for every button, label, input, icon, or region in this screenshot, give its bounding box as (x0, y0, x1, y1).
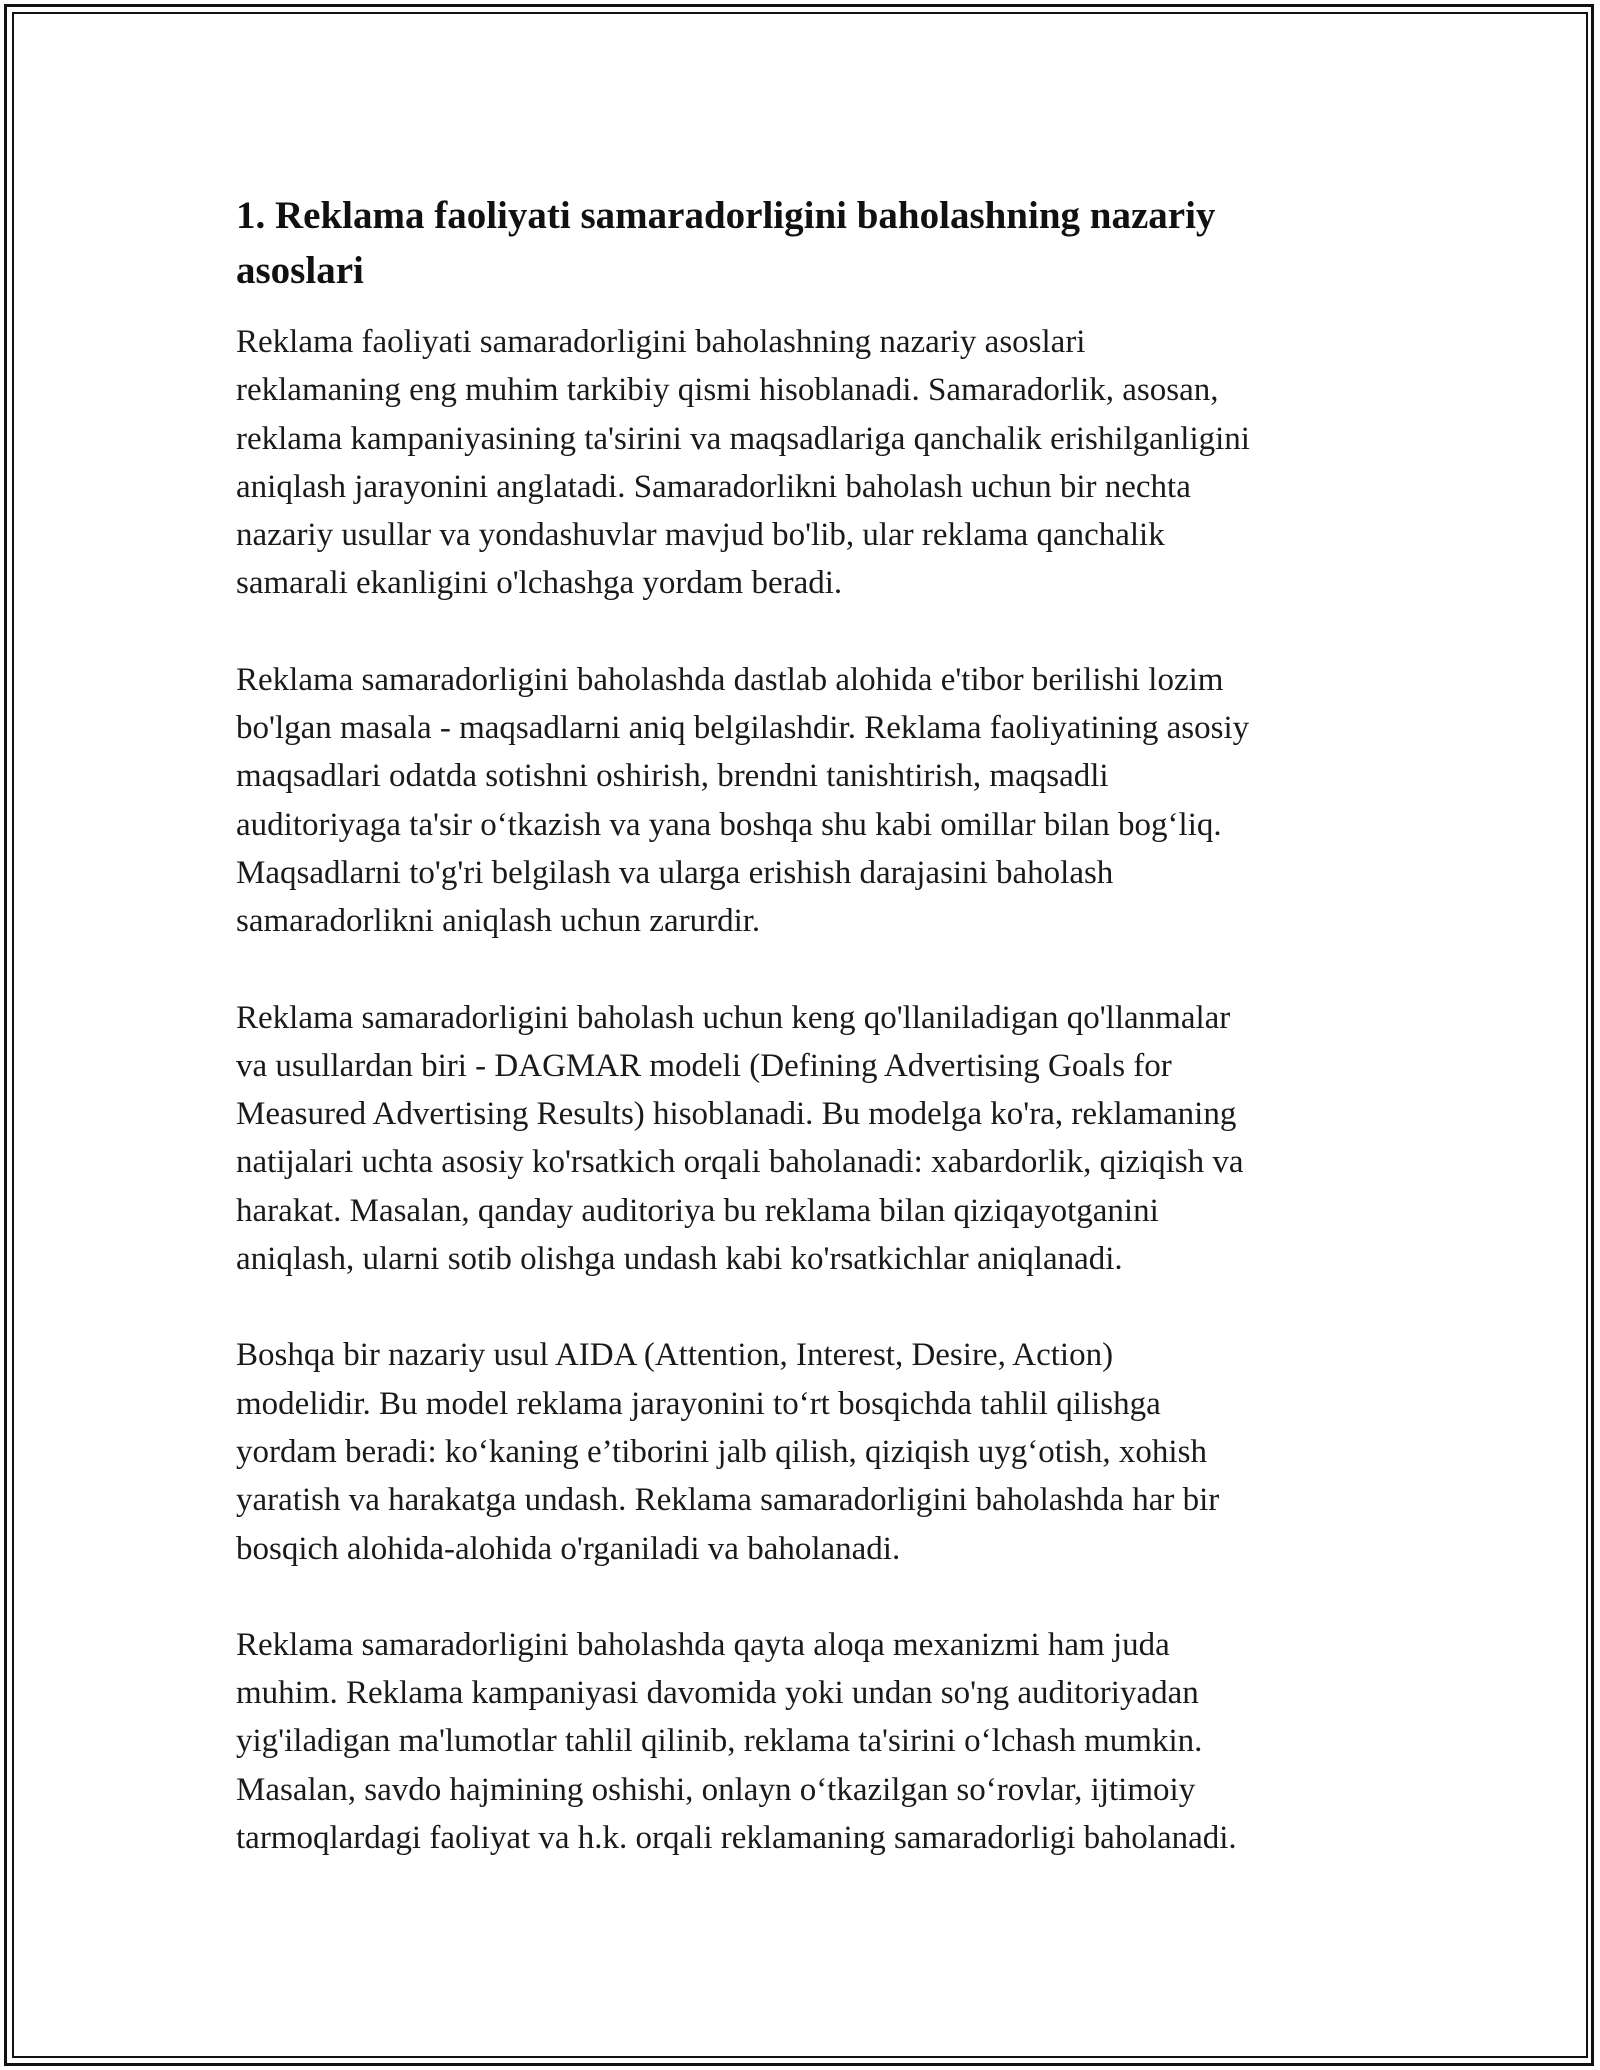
paragraph-4: Boshqa bir nazariy usul AIDA (Attention, Interest, Desire, Action) modelidir. Bu model reklama jarayonini to‘rt bosqichda tahlil qilishga yordam beradi: ko‘kaning e’tiborini jalb qilish, qiziqish uyg‘otish, xohish yaratish va harakatga undash. Reklama samaradorligini baholashda har bir bosqich alohida-alohida o'rganiladi va baholanadi. (236, 1337, 1220, 1567)
paragraph-2: Reklama samaradorligini baholashda dastlab alohida e'tibor berilishi lozim bo'lgan masala - maqsadlarni aniq belgilashdir. Reklama faoliyatining asosiy maqsadlari odatda sotishni oshirish, brendni tanishtirish, maqsadli auditoriyaga ta'sir o‘tkazish va yana boshqa shu kabi omillar bilan bog‘liq. Maqsadlarni to'g'ri belgilash va ularga erishish darajasini baholash samaradorlikni aniqlash uchun zarurdir. (236, 661, 1250, 940)
section-heading: 1. Reklama faoliyati samaradorligini baholashning nazariy asoslari (236, 194, 1216, 292)
paragraph-5: Reklama samaradorligini baholashda qayta aloqa mexanizmi ham juda muhim. Reklama kampaniyasi davomida yoki undan so'ng auditoriyadan yig'iladigan ma'lumotlar tahlil qilinib, reklama ta'sirini o‘lchash mumkin. Masalan, savdo hajmining oshishi, onlayn o‘tkazilgan so‘rovlar, ijtimoiy tarmoqlardagi faoliyat va h.k. orqali reklamaning samaradorligi baholanadi. (236, 1626, 1237, 1857)
paragraph-1: Reklama faoliyati samaradorligini baholashning nazariy asoslari reklamaning eng muhim tarkibiy qismi hisoblanadi. Samaradorlik, asosan, reklama kampaniyasining ta'sirini va maqsadlariga qanchalik erishilganligini aniqlash jarayonini anglatadi. Samaradorlikni baholash uchun bir nechta nazariy usullar va yondashuvlar mavjud bo'lib, ular reklama qanchalik samarali ekanligini o'lchashga yordam beradi. (236, 324, 1250, 602)
paragraph-3: Reklama samaradorligini baholash uchun keng qo'llaniladigan qo'llanmalar va usullardan biri - DAGMAR modeli (Defining Advertising Goals for Measured Advertising Results) hisoblanadi. Bu modelga ko'ra, reklamaning natijalari uchta asosiy ko'rsatkich orqali baholanadi: xabardorlik, qiziqish va harakat. Masalan, qanday auditoriya bu reklama bilan qiziqayotganini aniqlash, ularni sotib olishga undash kabi ko'rsatkichlar aniqlanadi. (236, 999, 1244, 1278)
document-body (236, 188, 1376, 1910)
